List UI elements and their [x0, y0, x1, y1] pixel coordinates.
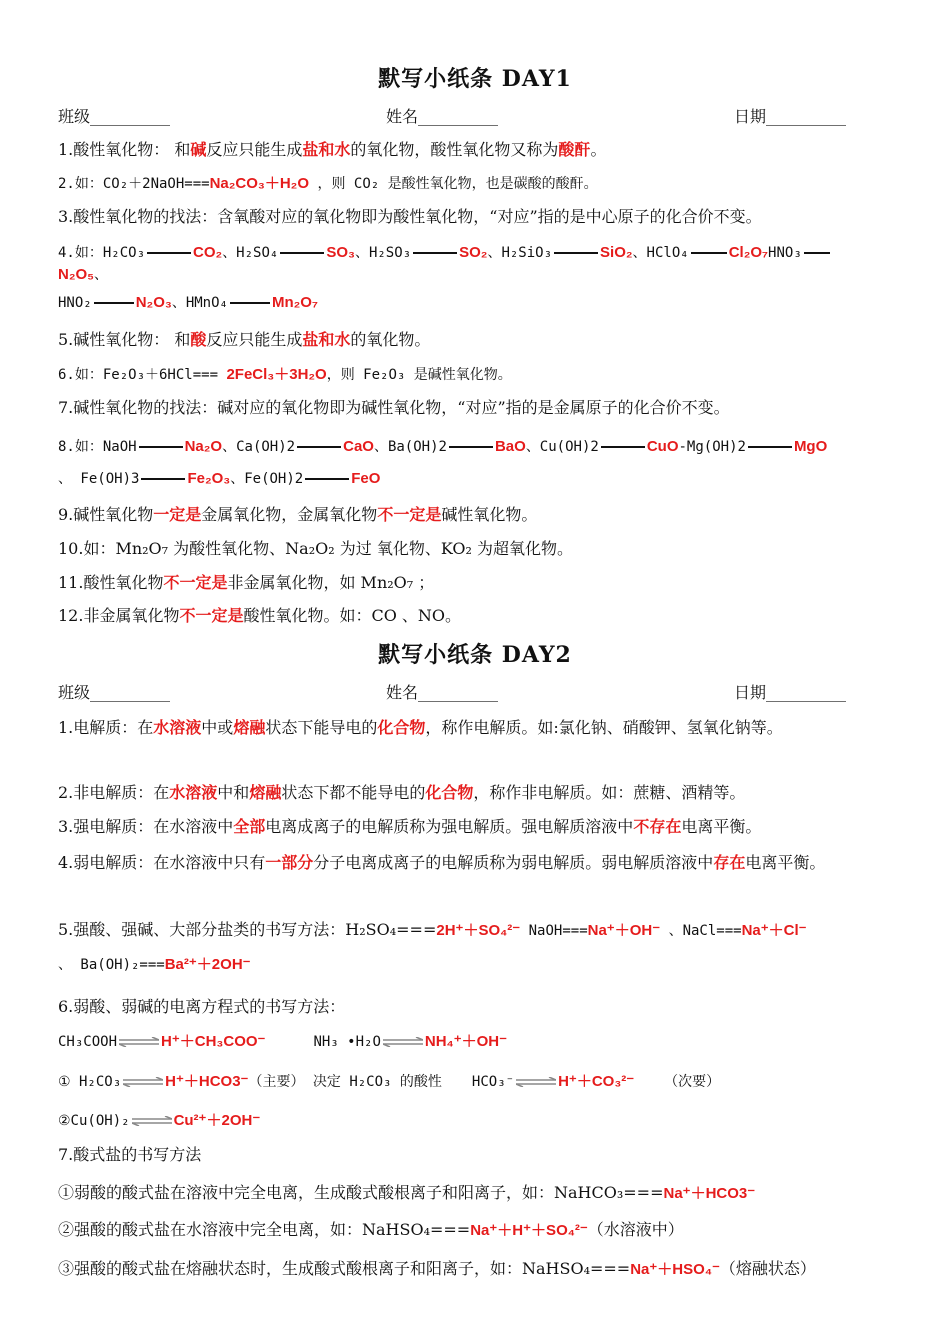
arrow-line: [141, 478, 185, 480]
answer: N₂O₃: [135, 294, 172, 311]
arrow-line: [147, 252, 191, 254]
name-field: 姓名__________: [386, 683, 499, 702]
answer: Na⁺＋H⁺＋SO₄²⁻: [470, 1222, 588, 1239]
text: 5.碱性氧化物： 和: [58, 330, 191, 349]
answer: 盐和水: [302, 140, 351, 159]
text: 、H₂SO₄: [222, 245, 279, 261]
text: 3.强电解质：在水溶液中: [58, 817, 234, 836]
answer: 不存在: [633, 817, 682, 836]
answer: 水溶液: [169, 783, 218, 802]
arrow-line: [554, 252, 598, 254]
arrow-line: [280, 252, 324, 254]
text: 、: [94, 267, 109, 283]
day1-item-7: 7.碱性氧化物的找法：碱对应的氧化物即为碱性氧化物，“对应”指的是金属原子的化合价不变。: [58, 398, 730, 417]
text: 9.碱性氧化物: [58, 505, 154, 524]
text: 、HClO₄: [632, 245, 689, 261]
equilibrium-arrow-icon: [516, 1077, 556, 1087]
arrow-line: [230, 302, 270, 304]
date-field: 日期__________: [734, 683, 847, 702]
answer: Na₂O: [184, 438, 223, 455]
answer: Cu²⁺＋2OH⁻: [173, 1112, 261, 1129]
text: 2.如：CO₂＋2NaOH===: [58, 176, 210, 192]
text: CH₃COOH: [58, 1034, 118, 1050]
day1-item-12: [58, 603, 898, 629]
answer: 2H⁺＋SO₄²⁻: [436, 922, 521, 939]
arrow-line: [804, 252, 830, 254]
text: ，则 CO₂ 是酸性氧化物，也是碳酸的酸酐。: [309, 176, 598, 192]
arrow-line: [305, 478, 349, 480]
text: 、 Ba(OH)₂===: [58, 957, 165, 973]
text: 酸性氧化物。如：CO 、NO。: [243, 606, 462, 625]
day2-item-6a: [58, 1029, 898, 1055]
name-field: 姓名__________: [386, 107, 499, 126]
text: 中或: [201, 718, 234, 737]
answer: 不一定是: [377, 505, 442, 524]
answer: 不一定是: [179, 606, 244, 625]
text: 、NaCl===: [660, 923, 742, 939]
answer: SO₃: [326, 244, 355, 261]
text: NaOH===: [520, 923, 588, 939]
text: 11.酸性氧化物: [58, 573, 164, 592]
text: 、Ba(OH)2: [373, 439, 447, 455]
text: 状态下能导电的: [265, 718, 378, 737]
day2-item-7b: [58, 1217, 898, 1244]
text: 的氧化物，酸性氧化物又称为: [350, 140, 559, 159]
text: ②强酸的酸式盐在水溶液中完全电离，如：NaHSO₄===: [58, 1220, 471, 1239]
answer: NH₄⁺＋OH⁻: [424, 1033, 508, 1050]
day1-item-8: [58, 434, 898, 460]
text: 8.如：NaOH: [58, 439, 137, 455]
answer: 盐和水: [302, 330, 351, 349]
equilibrium-arrow-icon: [132, 1116, 172, 1126]
text: 电离成离子的电解质称为强电解质。强电解质溶液中: [265, 817, 634, 836]
text: 4.如：H₂CO₃: [58, 245, 146, 261]
answer: Na⁺＋HSO₄⁻: [630, 1261, 720, 1278]
text: 、Ca(OH)2: [222, 439, 296, 455]
text: ，称作非电解质。如：蔗糖、酒精等。: [473, 783, 746, 802]
text: ①弱酸的酸式盐在溶液中完全电离，生成酸式酸根离子和阳离子，如：NaHCO₃===: [58, 1183, 664, 1202]
text: 。: [590, 140, 607, 159]
text: -Mg(OH)2: [678, 439, 746, 455]
day2-item-4: [58, 850, 898, 876]
arrow-line: [449, 446, 493, 448]
arrow-line: [691, 252, 727, 254]
text: 中和: [217, 783, 250, 802]
equilibrium-arrow-icon: [123, 1077, 163, 1087]
day2-item-5: [58, 917, 898, 944]
arrow-line: [94, 302, 134, 304]
answer: CuO: [646, 438, 679, 455]
day1-item-1: [58, 137, 898, 163]
text: 4.弱电解质：在水溶液中只有: [58, 853, 266, 872]
answer: Na⁺＋HCO3⁻: [663, 1185, 756, 1202]
answer: N₂O₅: [58, 266, 95, 283]
text: （主要） 决定 H₂CO₃ 的酸性: [248, 1074, 442, 1090]
answer: 一定是: [153, 505, 202, 524]
answer: Ba²⁺＋2OH⁻: [164, 956, 251, 973]
text: ，则 Fe₂O₃ 是碱性氧化物。: [326, 367, 512, 383]
answer: 全部: [233, 817, 266, 836]
answer: H⁺＋CH₃COO⁻: [161, 1033, 266, 1050]
answer: 化合物: [377, 718, 426, 737]
day1-item-2: [58, 170, 898, 197]
answer: 一部分: [265, 853, 314, 872]
equilibrium-arrow-icon: [383, 1037, 423, 1047]
answer: BaO: [494, 438, 526, 455]
day1-item-4-cont2: [58, 290, 898, 316]
day1-item-4-cont: [58, 262, 898, 288]
arrow-line: [297, 446, 341, 448]
arrow-line: [139, 446, 183, 448]
day1-item-10: 10.如：Mn₂O₇ 为酸性氧化物、Na₂O₂ 为过 氧化物、KO₂ 为超氧化物。: [58, 539, 573, 558]
answer: 熔融: [249, 783, 282, 802]
text: HCO₃⁻: [471, 1074, 515, 1090]
answer: 酸: [190, 330, 207, 349]
answer: H⁺＋CO₃²⁻: [558, 1073, 635, 1090]
class-field: 班级__________: [58, 683, 171, 702]
answer: MgO: [793, 438, 828, 455]
day1-title: 默写小纸条 DAY1: [378, 66, 572, 92]
answer: CO₂: [193, 244, 223, 261]
answer: H⁺＋HCO3⁻: [165, 1073, 249, 1090]
text: （熔融状态）: [719, 1259, 816, 1278]
answer: 2FeCl₃＋3H₂O: [226, 366, 327, 383]
text: ，称作电解质。如:氯化钠、硝酸钾、氢氧化钠等。: [425, 718, 783, 737]
text: HNO₂: [58, 295, 92, 311]
day1-item-6: [58, 361, 898, 388]
answer: Mn₂O₇: [271, 294, 318, 311]
answer: 酸酐: [558, 140, 591, 159]
arrow-line: [413, 252, 457, 254]
day2-item-7: 7.酸式盐的书写方法: [58, 1145, 202, 1164]
text: 6.如：Fe₂O₃＋6HCl===: [58, 367, 227, 383]
day2-title: 默写小纸条 DAY2: [378, 642, 572, 668]
text: 金属氧化物，金属氧化物: [201, 505, 378, 524]
answer: 化合物: [425, 783, 474, 802]
answer: 不一定是: [163, 573, 228, 592]
text: 碱性氧化物。: [441, 505, 538, 524]
text: 反应只能生成: [206, 330, 303, 349]
text: 、 Fe(OH)3: [58, 471, 140, 487]
day1-item-3: 3.酸性氧化物的找法：含氧酸对应的氧化物即为酸性氧化物，“对应”指的是中心原子的化合价不变。: [58, 207, 762, 226]
answer: Na₂CO₃＋H₂O: [209, 175, 310, 192]
answer: SO₂: [459, 244, 488, 261]
text: 电离平衡。: [681, 817, 762, 836]
text: ②Cu(OH)₂: [58, 1113, 130, 1129]
text: NH₃ •H₂O: [313, 1034, 381, 1050]
text: 、Fe(OH)2: [230, 471, 304, 487]
text: 2.非电解质：在: [58, 783, 170, 802]
class-field: 班级__________: [58, 107, 171, 126]
text: （次要）: [664, 1074, 721, 1090]
text: 、Cu(OH)2: [525, 439, 599, 455]
answer: Fe₂O₃: [187, 470, 231, 487]
text: 12.非金属氧化物: [58, 606, 180, 625]
answer: 存在: [713, 853, 746, 872]
text: 分子电离成离子的电解质称为弱电解质。弱电解质溶液中: [313, 853, 714, 872]
answer: 熔融: [233, 718, 266, 737]
day2-item-1: [58, 715, 898, 741]
text: 5.强酸、强碱、大部分盐类的书写方法：H₂SO₄===: [58, 920, 437, 939]
day2-item-7c: [58, 1256, 898, 1283]
answer: FeO: [351, 470, 381, 487]
text: （水溶液中）: [587, 1220, 684, 1239]
answer: CaO: [343, 438, 374, 455]
day1-item-8-cont: [58, 466, 898, 492]
day1-header-fields: [58, 104, 908, 128]
answer: 水溶液: [153, 718, 202, 737]
text: 、H₂SiO₃: [487, 245, 553, 261]
day2-item-6b: [58, 1069, 898, 1095]
answer: Na⁺＋OH⁻: [587, 922, 661, 939]
day2-item-5-cont: [58, 952, 898, 978]
text: 1.酸性氧化物： 和: [58, 140, 191, 159]
text: 、HMnO₄: [171, 295, 228, 311]
date-field: 日期__________: [734, 107, 847, 126]
text: 状态下都不能导电的: [281, 783, 426, 802]
text: 的氧化物。: [350, 330, 431, 349]
text: 反应只能生成: [206, 140, 303, 159]
day2-item-3: [58, 814, 898, 840]
text: 非金属氧化物，如 Mn₂O₇ ；: [227, 573, 435, 592]
text: 电离平衡。: [745, 853, 826, 872]
text: 1.电解质：在: [58, 718, 154, 737]
text: ③强酸的酸式盐在熔融状态时，生成酸式酸根离子和阳离子，如：NaHSO₄===: [58, 1259, 631, 1278]
day1-item-11: [58, 570, 898, 596]
arrow-line: [748, 446, 792, 448]
answer: Na⁺＋Cl⁻: [741, 922, 807, 939]
day2-header-fields: [58, 680, 908, 704]
day1-item-9: [58, 502, 898, 528]
equilibrium-arrow-icon: [119, 1037, 159, 1047]
day2-item-6: 6.弱酸、弱碱的电离方程式的书写方法：: [58, 997, 346, 1016]
answer: SiO₂: [600, 244, 633, 261]
day2-item-6c: [58, 1108, 898, 1134]
day2-item-7a: [58, 1180, 898, 1207]
answer: Cl₂O₇: [728, 244, 769, 261]
text: 、H₂SO₃: [354, 245, 412, 261]
day1-item-5: [58, 327, 898, 353]
answer: 碱: [190, 140, 207, 159]
text: HNO₃: [768, 245, 802, 261]
arrow-line: [601, 446, 645, 448]
text: ① H₂CO₃: [58, 1074, 122, 1090]
day2-item-2: [58, 780, 898, 806]
